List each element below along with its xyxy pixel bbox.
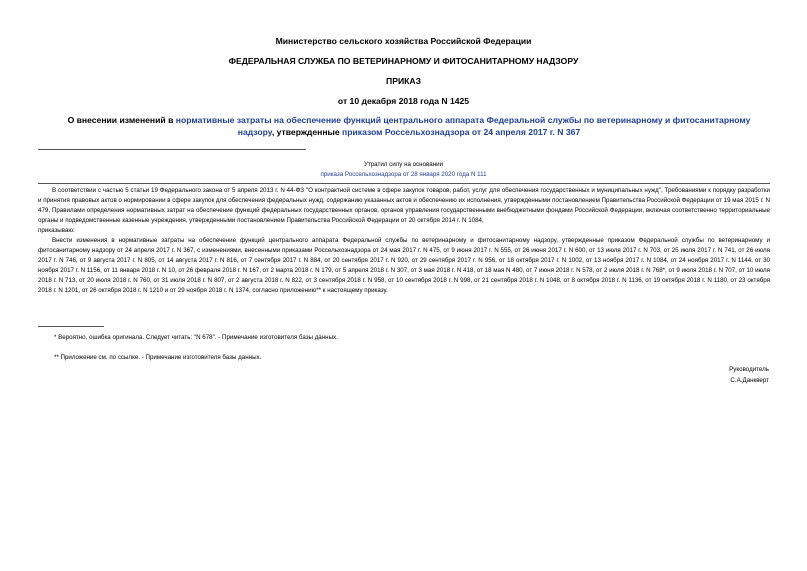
main-paragraph: Внести изменения в нормативные затраты на обеспечение функций центрального аппарата Федеральной службы по ветеринарному и фитосанитарному надзору, утвержденные приказом Федеральной службы по ветеринарному и фитосанитарному надзору от 24 апреля 2017 г. N 367, с изменениями, внесенными приказами Россельхознадзора от 24 мая 2017 г. N 475, от 9 июня 2017 г. N 555, от 26 июня 2017 г. N 600, от 13 июля 2017 г. N 703, от 25 июля 2017 г. N 741, от 26 июля 2017 г. N 746, от 9 августа 2017 г. N 805, от 14 августа 2017 г. N 816, от 7 сентября 2017 г. N 884, от 20 сентября 2017 г. N 920, от 29 сентября 2017 г. N 956, от 18 октября 2017 г. N 1002, от 13 ноября 2017 г. N 1084, от 24 ноября 2017 г. N 1144, от 30 ноября 2017 г. N 1156, от 11 января 2018 г. N 10, от 26 февраля 2018 г. N 167, от 2 марта 2018 г. N 179, от 5 апреля 2018 г. N 307, от 3 мая 2018 г. N 418, от 18 мая N 480, от 7 июня 2018 г. N 578, от 2 июля 2018 г. N 768*, от 9 июля 2018 г. N 707, от 10 июля 2018 г. N 713, от 20 июля 2018 г. N 760, от 31 июля 2018 г. N 807, от 2 августа 2018 г. N 822, от 3 сентября 2018 г. N 958, от 10 сентября 2018 г. N 998, от 21 сентября 2018 г. N 1048, от 8 октября 2018 г. N 1136, от 19 октября 2018 г. N 1180, от 23 октября 2018 г. N 1201, от 26 октября 2018 г. N 1210 и от 29 ноября 2018 г. N 1374, согласно приложению** к настоящему приказу.	[38, 237, 770, 294]
title-link-order[interactable]: приказом Россельхознадзора от 24 апреля 2017 г. N 367	[342, 127, 581, 137]
preamble-block	[38, 186, 770, 296]
service-name: ФЕДЕРАЛЬНАЯ СЛУЖБА ПО ВЕТЕРИНАРНОМУ И ФИТОСАНИТАРНОМУ НАДЗОРУ	[228, 56, 579, 66]
divider-body	[38, 183, 770, 184]
status-link[interactable]: приказа Россельхознадзора от 28 января 2020 года N 111	[320, 171, 487, 178]
signature-name: С.А.Данкверт	[730, 377, 769, 384]
ministry-name: Министерство сельского хозяйства Российской Федерации	[275, 36, 532, 46]
order-word: приказываю:	[38, 227, 75, 234]
status-link-wrap	[0, 170, 807, 180]
divider-top	[38, 149, 306, 150]
divider-footnotes	[38, 326, 104, 327]
title-prefix: О внесении изменений в	[67, 115, 176, 125]
signature-position: Руководитель	[729, 366, 769, 373]
page-title	[50, 114, 768, 138]
title-link-norms[interactable]: нормативные затраты на обеспечение функций центрального аппарата Федеральной службы по ветеринарному и фитосанитарному надзору	[175, 115, 751, 137]
title-middle: , утвержденные	[271, 127, 343, 137]
footnote-2: ** Приложение см. по ссылке. - Примечание изготовителя базы данных.	[54, 354, 262, 361]
doc-date-number: от 10 декабря 2018 года N 1425	[337, 96, 470, 106]
doc-type: ПРИКАЗ	[386, 76, 421, 86]
status-line: Утратил силу на основании	[363, 161, 444, 168]
preamble-text: В соответствии с частью 5 статьи 19 Федерального закона от 5 апреля 2013 г. N 44-ФЗ "О контрактной системе в сфере закупок товаров, работ, услуг для обеспечения государственных и муниципальных нужд", Требованиями к порядку разработки и принятия правовых актов о нормировании в сфере закупок для обеспечения федеральных нужд, содержанию указанных актов и обеспечению их исполнения, утвержденными постановлением Правительства Российской Федерации от 19 мая 2015 г. N 479, Правилами определения нормативных затрат на обеспечение функций федеральных государственных органов, органов управления государственными внебюджетными фондами Российской Федерации, включая соответственно территориальные органы и подведомственные казенные учреждения, утвержденными постановлением Правительства Российской Федерации от 20 октября 2014 г. N 1084,	[38, 187, 770, 224]
footnote-1: * Вероятно, ошибка оригинала. Следует читать: "N 678". - Примечание изготовителя базы данных.	[54, 334, 338, 341]
